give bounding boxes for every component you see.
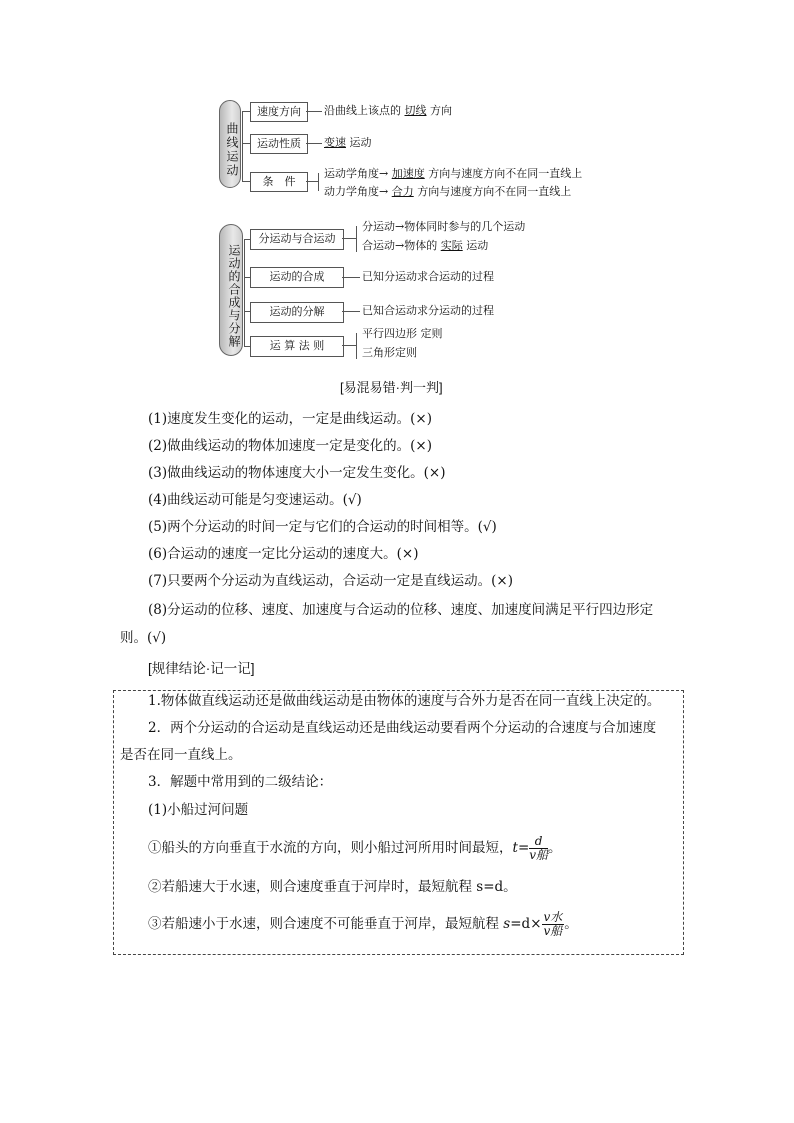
connector: [356, 226, 357, 252]
node-label: 运动性质: [257, 137, 301, 150]
judgment-item-continued: 则。(√): [120, 630, 167, 646]
node-motion-nature: [250, 134, 308, 154]
connector: [306, 181, 318, 182]
text: 已知分运动求合运动的过程: [362, 270, 494, 283]
fraction-d-over-v: [529, 835, 548, 862]
fraction-vwater-over-vboat: [542, 911, 565, 938]
node-label: 运动的合成: [269, 270, 325, 283]
judgment-item: (1)速度发生变化的运动，一定是曲线运动。(×): [148, 411, 432, 427]
judgment-item: (8)分运动的位移、速度、加速度与合运动的位移、速度、加速度间满足平行四边形定: [148, 602, 654, 618]
text: 运动: [349, 136, 372, 149]
text: ①船头的方向垂直于水流的方向，则小船过河所用时间最短，: [148, 840, 513, 856]
triangle-rule: [362, 345, 417, 361]
text: 方向: [430, 104, 452, 117]
text: 动力学角度→: [324, 185, 389, 198]
connector: [356, 333, 357, 359]
denominator: v船: [543, 924, 563, 938]
node-label: 运动的分解: [269, 305, 325, 318]
text: 运动: [466, 239, 489, 252]
blank-answer: 实际: [440, 239, 463, 252]
judgment-item: (5)两个分运动的时间一定与它们的合运动的时间相等。(√): [148, 519, 497, 535]
decomposition-desc: [362, 303, 494, 319]
node-label: 条 件: [262, 175, 296, 188]
conclusion-3: [148, 908, 578, 940]
text: 分运动→物体同时参与的几个运动: [362, 220, 526, 233]
text: =d×: [510, 916, 542, 932]
node-component-resultant: [250, 229, 344, 250]
text: 方向与速度方向不在同一直线上: [428, 167, 583, 180]
connector: [306, 111, 322, 112]
node-composition: [250, 267, 344, 288]
node-decomposition: [250, 302, 344, 323]
component-motion-desc: [362, 219, 525, 235]
connector: [342, 277, 360, 278]
connector: [342, 345, 356, 346]
blank-answer: 加速度: [391, 167, 425, 180]
text: 。: [564, 916, 578, 932]
diagram2-bracket: [244, 239, 245, 347]
velocity-direction-desc: [324, 103, 452, 119]
connector: [342, 311, 360, 312]
text: 已知合运动求分运动的过程: [362, 304, 494, 317]
rule-2: 2．两个分运动的合运动是直线运动还是曲线运动要看两个分运动的合速度与合加速度: [148, 720, 657, 736]
node-operation-rules: [250, 336, 344, 357]
composition-desc: [362, 269, 494, 285]
bracket-tick: [242, 143, 250, 144]
diagram1-bracket: [242, 111, 243, 182]
connector: [342, 238, 356, 239]
section-title-judge: [易混易错·判一判]: [340, 380, 443, 395]
parallelogram-rule: [362, 326, 443, 342]
node-label: 运 算 法 则: [269, 339, 325, 352]
rule-3: 3．解题中常用到的二级结论：: [148, 774, 333, 790]
text: =: [517, 840, 530, 856]
denominator: v船: [529, 848, 549, 862]
text: 方向与速度方向不在同一直线上: [417, 185, 572, 198]
diagram1-root: 曲线运动: [219, 100, 241, 188]
judgment-item: (6)合运动的速度一定比分运动的速度大。(×): [148, 546, 419, 562]
text: 合运动→物体的: [362, 239, 438, 252]
judgment-item: (3)做曲线运动的物体速度大小一定发生变化。(×): [148, 465, 446, 481]
rule-3-1: (1)小船过河问题: [148, 802, 249, 818]
motion-nature-desc: [324, 135, 372, 151]
section-title-rules: [规律结论·记一记]: [148, 661, 255, 676]
diagram2-root: 运动的合成与分解: [219, 224, 243, 356]
bracket-tick: [242, 181, 250, 182]
text: ③若船速小于水速，则合速度不可能垂直于河岸，最短航程: [148, 916, 504, 932]
conclusion-1: [148, 832, 562, 864]
judgment-item: (2)做曲线运动的物体加速度一定是变化的。(×): [148, 438, 432, 454]
numerator: d: [529, 835, 548, 849]
judgment-item: (7)只要两个分运动为直线运动，合运动一定是直线运动。(×): [148, 573, 513, 589]
connector: [318, 173, 319, 191]
text: 运动学角度→: [324, 167, 389, 180]
variable: s: [503, 916, 511, 932]
text: 。: [548, 840, 562, 856]
bracket-tick: [242, 111, 250, 112]
blank-answer: 变速: [324, 136, 346, 149]
condition-kinematics: [324, 166, 582, 182]
rule-2-continued: 是否在同一直线上。: [120, 747, 242, 763]
text: 三角形定则: [362, 346, 417, 359]
rule-1: 1.物体做直线运动还是做曲线运动是由物体的速度与合外力是否在同一直线上决定的。: [148, 693, 661, 709]
node-velocity-direction: [250, 102, 308, 122]
text: 沿曲线上该点的: [324, 104, 401, 117]
text: 平行四边形 定则: [362, 327, 443, 340]
judgment-item: (4)曲线运动可能是匀变速运动。(√): [148, 492, 362, 508]
node-label: 速度方向: [257, 105, 301, 118]
conclusion-2: ②若船速大于水速，则合速度垂直于河岸时，最短航程 s=d。: [148, 879, 517, 895]
node-label: 分运动与合运动: [258, 232, 336, 245]
numerator: v水: [543, 910, 563, 924]
connector: [306, 143, 322, 144]
condition-dynamics: [324, 184, 571, 200]
resultant-motion-desc: [362, 238, 488, 254]
variable: t: [512, 840, 518, 856]
node-condition: [250, 172, 308, 192]
blank-answer: 切线: [404, 104, 427, 117]
blank-answer: 合力: [391, 185, 414, 198]
